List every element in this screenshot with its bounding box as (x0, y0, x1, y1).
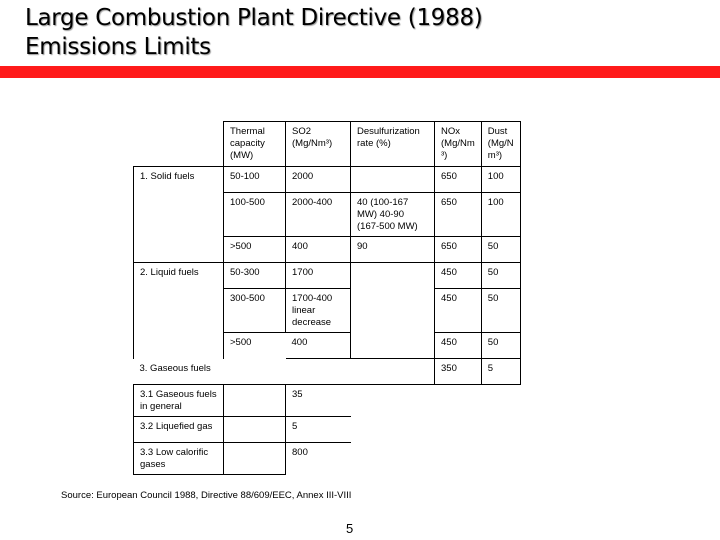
fuel-category-cell: 3.3 Low calorific gases (134, 443, 224, 475)
table-row (134, 289, 521, 333)
fuel-category-cell: 3. Gaseous fuels (134, 359, 286, 385)
header-cell-so2: SO2 (Mg/Nm³) (286, 122, 351, 167)
title-divider-bar (0, 66, 720, 78)
nox-cell: 350 (435, 359, 482, 385)
capacity-cell (224, 417, 286, 443)
nox-cell: 450 (435, 333, 482, 359)
capacity-cell: >500 (224, 333, 286, 359)
blank-cell (351, 443, 521, 475)
desulfurization-cell (351, 263, 435, 289)
desulfurization-cell: 40 (100-167 MW) 40-90 (167-500 MW) (351, 193, 435, 237)
so2-cell: 5 (286, 417, 351, 443)
table-row (134, 359, 521, 385)
nox-cell: 450 (435, 289, 482, 333)
so2-cell: 800 (286, 443, 351, 475)
desulfurization-cell (351, 167, 435, 193)
capacity-cell: >500 (224, 237, 286, 263)
so2-cell: 400 (286, 333, 351, 359)
fuel-category-cell: 3.1 Gaseous fuels in general (134, 385, 224, 417)
desulfurization-cell (351, 289, 435, 333)
table-row (134, 263, 521, 289)
title-line-1: Large Combustion Plant Directive (1988) (25, 5, 483, 31)
header-row (134, 122, 521, 167)
fuel-category-cell: 2. Liquid fuels (134, 263, 224, 289)
so2-cell: 1700 (286, 263, 351, 289)
desulfurization-cell: 90 (351, 237, 435, 263)
title-line-2: Emissions Limits (25, 34, 211, 60)
header-cell-fuel (134, 122, 224, 167)
table-row (134, 385, 521, 417)
capacity-cell: 100-500 (224, 193, 286, 237)
dust-cell: 100 (481, 167, 520, 193)
dust-cell: 100 (481, 193, 520, 237)
source-citation: Source: European Council 1988, Directive 88/609/EEC, Annex III-VIII (61, 490, 352, 501)
dust-cell: 50 (481, 263, 520, 289)
so2-cell: 35 (286, 385, 351, 417)
desulfurization-cell (351, 333, 435, 359)
table-row (134, 237, 521, 263)
table-row (134, 193, 521, 237)
capacity-cell: 300-500 (224, 289, 286, 333)
nox-cell: 450 (435, 263, 482, 289)
capacity-cell (224, 443, 286, 475)
table-row (134, 333, 521, 359)
nox-cell: 650 (435, 237, 482, 263)
table-row (134, 417, 521, 443)
dust-cell: 50 (481, 237, 520, 263)
page-number: 5 (346, 521, 354, 536)
blank-cell (351, 417, 521, 443)
nox-cell: 650 (435, 167, 482, 193)
so2-cell: 2000 (286, 167, 351, 193)
fuel-category-cell (134, 333, 224, 359)
table-row (134, 443, 521, 475)
so2-cell: 2000-400 (286, 193, 351, 237)
slide-title (25, 4, 482, 62)
dust-cell: 5 (481, 359, 520, 385)
so2-cell: 1700-400 linear decrease (286, 289, 351, 333)
fuel-category-cell (134, 193, 224, 237)
capacity-cell: 50-300 (224, 263, 286, 289)
fuel-category-cell (134, 289, 224, 333)
fuel-category-cell: 3.2 Liquefied gas (134, 417, 224, 443)
fuel-category-cell: 1. Solid fuels (134, 167, 224, 193)
header-cell-nox: NOx (Mg/Nm ³) (435, 122, 482, 167)
dust-cell: 50 (481, 289, 520, 333)
capacity-cell (224, 385, 286, 417)
nox-cell: 650 (435, 193, 482, 237)
so2-cell (286, 359, 435, 385)
blank-cell (351, 385, 521, 417)
dust-cell: 50 (481, 333, 520, 359)
capacity-cell: 50-100 (224, 167, 286, 193)
so2-cell: 400 (286, 237, 351, 263)
emissions-table-container (133, 121, 521, 475)
header-cell-desulfurization: Desulfurization rate (%) (351, 122, 435, 167)
emissions-limits-table (133, 121, 521, 475)
fuel-category-cell (134, 237, 224, 263)
table-row (134, 167, 521, 193)
header-cell-dust: Dust (Mg/N m³) (481, 122, 520, 167)
header-cell-capacity: Thermal capacity (MW) (224, 122, 286, 167)
